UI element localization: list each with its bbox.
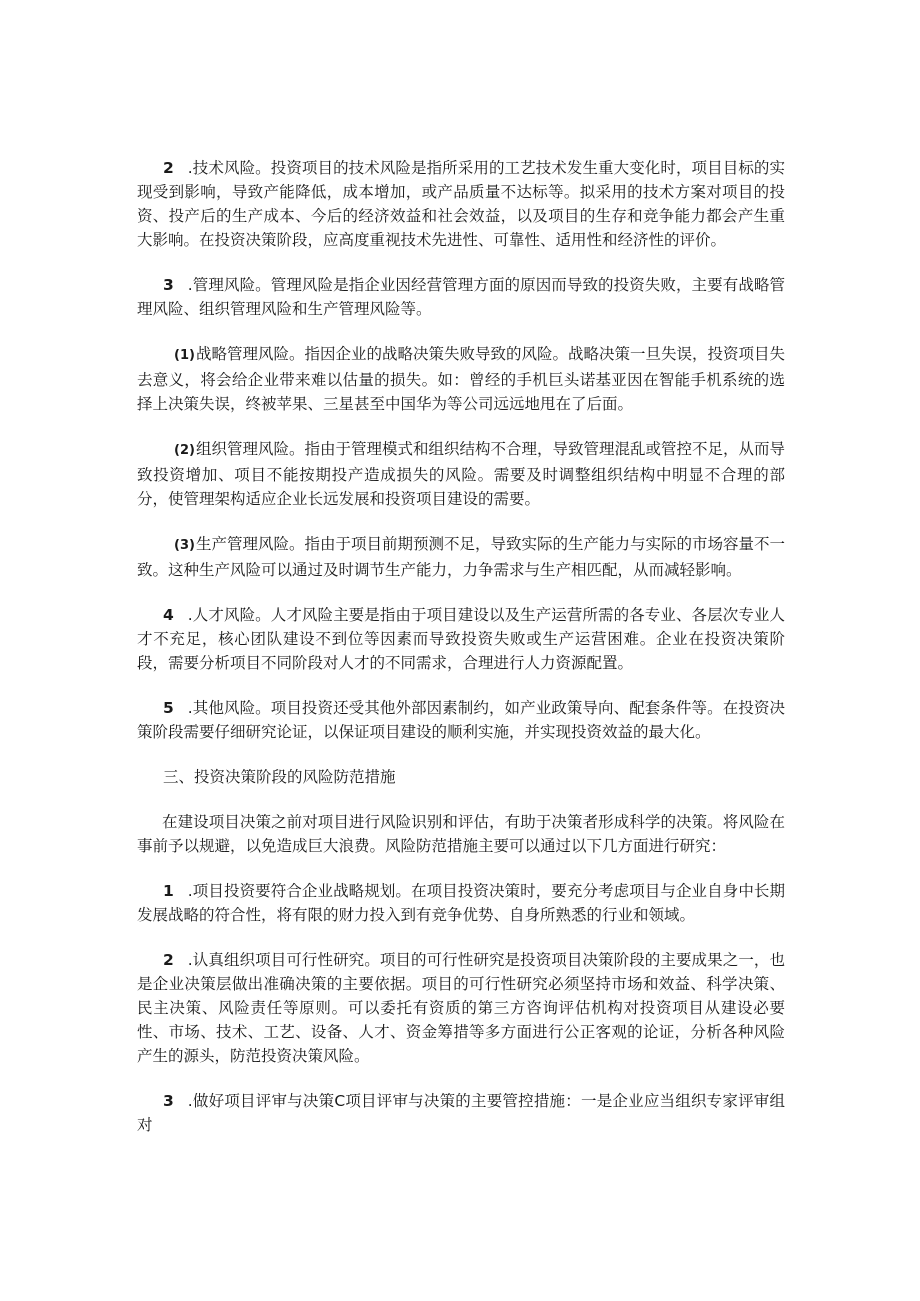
paragraph-text: .认真组织项目可行性研究。项目的可行性研究是投资项目决策阶段的主要成果之一，也是企业决策层做出准确决策的主要依据。项目的可行性研究必须坚持市场和效益、科学决策、民主决策、风险责任等原则。可以委托有资质的第三方咨询评估机构对投资项目从建设必要性、市场、技术、工艺、设备、人才、资金筹措等多方面进行公正客观的论证，分析各种风险产生的源头，防范投资决策风险。	[137, 951, 785, 1065]
paragraph-text: 战略管理风险。指因企业的战略决策失败导致的风险。战略决策一旦失误，投资项目失去意义，将会给企业带来难以估量的损失。如：曾经的手机巨头诺基亚因在智能手机系统的选择上决策失误，终被苹果、三星甚至中国华为等公司远远地甩在了后面。	[137, 345, 785, 413]
item-number: 3	[163, 276, 174, 294]
paragraph-text: 组织管理风险。指由于管理模式和组织结构不合理，导致管理混乱或管控不足，从而导致投资增加、项目不能按期投产造成损失的风险。需要及时调整组织结构中明显不合理的部分，使管理架构适应企业长远发展和投资项目建设的需要。	[137, 440, 785, 508]
paragraph-text: .技术风险。投资项目的技术风险是指所采用的工艺技术发生重大变化时，项目目标的实现受到影响，导致产能降低，成本增加，或产品质量不达标等。拟采用的技术方案对项目的投资、投产后的生产成本、今后的经济效益和社会效益，以及项目的生存和竞争能力都会产生重大影响。在投资决策阶段，应高度重视技术先进性、可靠性、适用性和经济性的评价。	[137, 159, 785, 249]
sub-item-number: (3)	[174, 538, 195, 553]
paragraph-text: 生产管理风险。指由于项目前期预测不足，导致实际的生产能力与实际的市场容量不一致。这种生产风险可以通过及时调节生产能力，力争需求与生产相匹配，从而减轻影响。	[137, 535, 785, 579]
sub-item-number: (2)	[174, 443, 195, 458]
document-body	[137, 156, 785, 1158]
paragraph-text: .管理风险。管理风险是指企业因经营管理方面的原因而导致的投资失败，主要有战略管理风险、组织管理风险和生产管理风险等。	[137, 276, 785, 318]
paragraph-text: .其他风险。项目投资还受其他外部因素制约，如产业政策导向、配套条件等。在投资决策阶段需要仔细研究论证，以保证项目建设的顺利实施，并实现投资效益的最大化。	[137, 699, 785, 741]
item-number: 2	[163, 951, 174, 969]
paragraph-strategy-fit	[137, 879, 785, 927]
paragraph-production-risk	[137, 532, 785, 582]
paragraph-text: .项目投资要符合企业战略规划。在项目投资决策时，要充分考虑项目与企业自身中长期发展战略的符合性，将有限的财力投入到有竞争优势、自身所熟悉的行业和领域。	[137, 882, 785, 924]
paragraph-organizational-risk	[137, 437, 785, 511]
paragraph-feasibility-study	[137, 948, 785, 1068]
section-heading	[137, 765, 785, 789]
paragraph-project-review	[137, 1089, 785, 1137]
paragraph-strategic-risk	[137, 342, 785, 416]
item-number: 2	[163, 159, 174, 177]
item-number: 5	[163, 699, 174, 717]
item-number: 3	[163, 1092, 174, 1110]
paragraph-intro	[137, 810, 785, 858]
item-number: 4	[163, 606, 174, 624]
paragraph-management-risk	[137, 273, 785, 321]
paragraph-text: .做好项目评审与决策C项目评审与决策的主要管控措施：一是企业应当组织专家评审组对	[137, 1092, 785, 1134]
paragraph-technical-risk	[137, 156, 785, 252]
paragraph-talent-risk	[137, 603, 785, 675]
item-number: 1	[163, 882, 174, 900]
sub-item-number: (1)	[174, 348, 195, 363]
paragraph-text: .人才风险。人才风险主要是指由于项目建设以及生产运营所需的各专业、各层次专业人才不充足，核心团队建设不到位等因素而导致投资失败或生产运营困难。企业在投资决策阶段，需要分析项目不同阶段对人才的不同需求，合理进行人力资源配置。	[137, 606, 785, 672]
heading-text: 三、投资决策阶段的风险防范措施	[163, 768, 396, 786]
paragraph-text: 在建设项目决策之前对项目进行风险识别和评估，有助于决策者形成科学的决策。将风险在事前予以规避，以免造成巨大浪费。风险防范措施主要可以通过以下几方面进行研究：	[137, 813, 785, 855]
paragraph-other-risk	[137, 696, 785, 744]
